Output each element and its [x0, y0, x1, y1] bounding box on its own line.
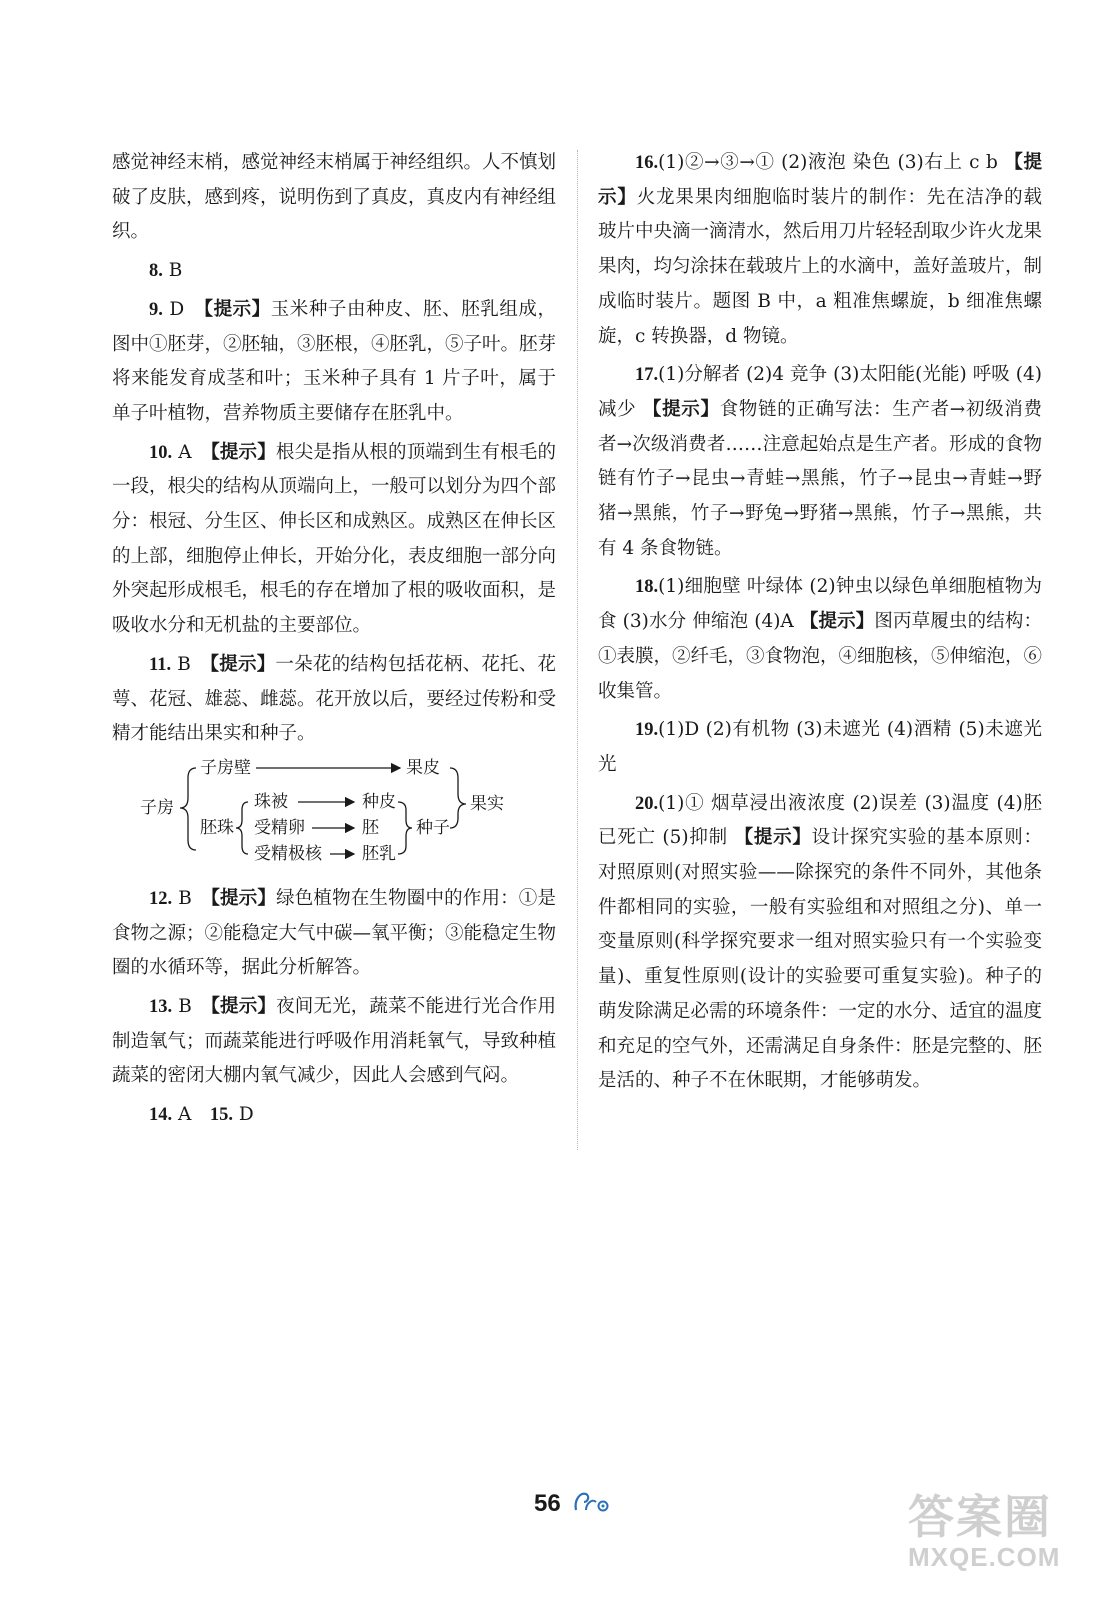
question-number: 15. [209, 1105, 234, 1126]
diagram-label-integument: 珠被 [254, 791, 288, 812]
question-number: 14. [149, 1105, 173, 1126]
diagram-label-endosperm: 胚乳 [362, 843, 396, 864]
hint-label: 【提示】 [734, 827, 812, 849]
answer-text: (1)细胞壁 叶绿体 (2)钟虫以绿色单细胞植物为食 (3)水分 伸缩泡 (4)A [598, 576, 1042, 633]
answer-choice: D [169, 298, 185, 320]
watermark [908, 1490, 1061, 1572]
hint-text: 设计探究实验的基本原则：对照原则(对照实验——除探究的条件不同外，其他条件都相同的实验，一般有实验组和对照组之分)、单一变量原则(科学探究要求一组对照实验只有一个实验变量)、重复性原则(设计的实验要可重复实验)。种子的萌发除满足必需的环境条件：一定的水分、适宜的温度和充足的空气外，还需满足自身条件：胚是完整的、胚是活的、种子不在休眠期，才能够萌发。 [598, 827, 1043, 1092]
answer-choice: B [177, 653, 191, 675]
diagram-label-ovule: 胚珠 [200, 817, 234, 838]
answer-10 [112, 436, 556, 644]
answer-19 [598, 713, 1042, 782]
hint-text: 火龙果果肉细胞临时装片的制作：先在洁净的载玻片中央滴一滴清水，然后用刀片轻轻刮取少许火龙果果肉，均匀涂抹在载玻片上的水滴中，盖好盖玻片，制成临时装片。题图 B 中，a 粗准焦螺旋，b 细准焦螺旋，c 转换器，d 物镜。 [598, 186, 1043, 347]
hint-label: 【提示】 [203, 298, 271, 320]
diagram-label-fertilized-egg: 受精卵 [254, 817, 305, 838]
answer-choice: B [168, 260, 183, 282]
diagram-connectors [112, 756, 556, 872]
question-number: 13. [149, 997, 173, 1018]
answer-12 [112, 882, 556, 986]
diagram-label-ovary: 子房 [140, 797, 174, 818]
hint-text: 玉米种子由种皮、胚、胚乳组成，图中①胚芽，②胚轴，③胚根，④胚乳，⑤子叶。胚芽将来能发育成茎和叶；玉米种子具有 1 片子叶，属于单子叶植物，营养物质主要储存在胚乳中。 [112, 298, 557, 424]
question-number: 18. [635, 577, 659, 598]
watermark-logo-text: 答案圈 [908, 1490, 1052, 1544]
answer-choice: A [178, 441, 192, 463]
answer-8 [112, 254, 556, 289]
left-column [112, 146, 556, 1137]
question-number: 9. [149, 299, 163, 320]
hint-label: 【提示】 [210, 996, 277, 1018]
answer-choice: B [178, 887, 192, 909]
answer-choice: B [178, 996, 192, 1018]
fruit-formation-diagram [112, 756, 556, 872]
diagram-label-fertilized-polar-nuclei: 受精极核 [254, 843, 322, 864]
answer-9 [112, 293, 556, 432]
diagram-label-pericarp: 果皮 [406, 757, 440, 778]
diagram-label-seed: 种子 [416, 817, 450, 838]
question-number: 10. [149, 442, 173, 463]
answer-text: (1)① 烟草浸出液浓度 (2)误差 (3)温度 (4)胚已死亡 (5)抑制 [598, 792, 1042, 849]
hint-text: 食物链的正确写法：生产者→初级消费者→次级消费者……注意起始点是生产者。形成的食物链有竹子→昆虫→青蛙→黑熊，竹子→昆虫→青蛙→野猪→黑熊，竹子→野兔→野猪→黑熊，竹子→黑熊，共有 4 条食物链。 [598, 398, 1042, 559]
question-number: 11. [149, 654, 172, 675]
column-divider [577, 150, 578, 1150]
answer-13 [112, 990, 556, 1094]
question-number: 8. [149, 261, 163, 282]
diagram-label-fruit: 果实 [470, 793, 504, 814]
question-number: 20. [635, 793, 659, 814]
question-number: 16. [635, 153, 659, 173]
answer-text: (1)②→③→① (2)液泡 染色 (3)右上 c b [658, 152, 1005, 173]
page-number: 56 [534, 1490, 561, 1517]
hint-label: 【提示】 [209, 653, 276, 675]
hint-text: 根尖是指从根的顶端到生有根毛的一段，根尖的结构从顶端向上，一般可以划分为四个部分：根冠、分生区、伸长区和成熟区。成熟区在伸长区的上部，细胞停止伸长，开始分化，表皮细胞一部分向外突起形成根毛，根毛的存在增加了根的吸收面积，是吸收水分和无机盐的主要部位。 [112, 441, 557, 637]
hint-text: 绿色植物在生物圈中的作用：①是食物之源；②能稳定大气中碳—氧平衡；③能稳定生物圈的水循环等，据此分析解答。 [112, 887, 557, 979]
hint-label: 【提示】 [210, 887, 277, 909]
answer-11 [112, 648, 556, 752]
answer-14-15 [112, 1098, 556, 1133]
answer-text: (1)分解者 (2)4 竞争 (3)太阳能(光能) 呼吸 (4)减少 [598, 364, 1042, 420]
hint-text: 夜间无光，蔬菜不能进行光合作用制造氧气；而蔬菜能进行呼吸作用消耗氧气，导致种植蔬菜的密闭大棚内氧气减少，因此人会感到气闷。 [112, 996, 557, 1087]
answer-17 [598, 358, 1042, 566]
question-number: 17. [635, 365, 659, 386]
continued-paragraph: 感觉神经末梢，感觉神经末梢属于神经组织。人不慎划破了皮肤，感到疼，说明伤到了真皮，真皮内有神经组织。 [112, 152, 557, 243]
hint-label: 【提示】 [210, 441, 276, 463]
hint-text: 图丙草履虫的结构：①表膜，②纤毛，③食物泡，④细胞核，⑤伸缩泡，⑥收集管。 [598, 611, 1043, 702]
answer-20 [598, 787, 1042, 1099]
hint-label: 【提示】 [642, 398, 720, 420]
swirl-ornament-icon [572, 1488, 612, 1520]
right-column [598, 146, 1042, 1103]
answer-text: (1)D (2)有机物 (3)未遮光 (4)酒精 (5)未遮光 光 [598, 719, 1042, 775]
answer-18 [598, 570, 1042, 709]
answer-choice: D [238, 1104, 254, 1126]
question-number: 12. [149, 888, 173, 909]
answer-choice: A [178, 1104, 192, 1126]
watermark-url: MXQE.COM [908, 1542, 1061, 1572]
question-number: 19. [635, 720, 659, 741]
diagram-label-embryo: 胚 [362, 817, 379, 838]
answer-16 [598, 146, 1042, 354]
hint-label: 【提示】 [598, 152, 1042, 208]
diagram-label-ovary-wall: 子房壁 [200, 757, 251, 778]
hint-text: 一朵花的结构包括花柄、花托、花萼、花冠、雄蕊、雌蕊。花开放以后，要经过传粉和受精才能结出果实和种子。 [112, 653, 557, 745]
hint-label: 【提示】 [799, 611, 875, 633]
diagram-label-seed-coat: 种皮 [362, 791, 396, 812]
